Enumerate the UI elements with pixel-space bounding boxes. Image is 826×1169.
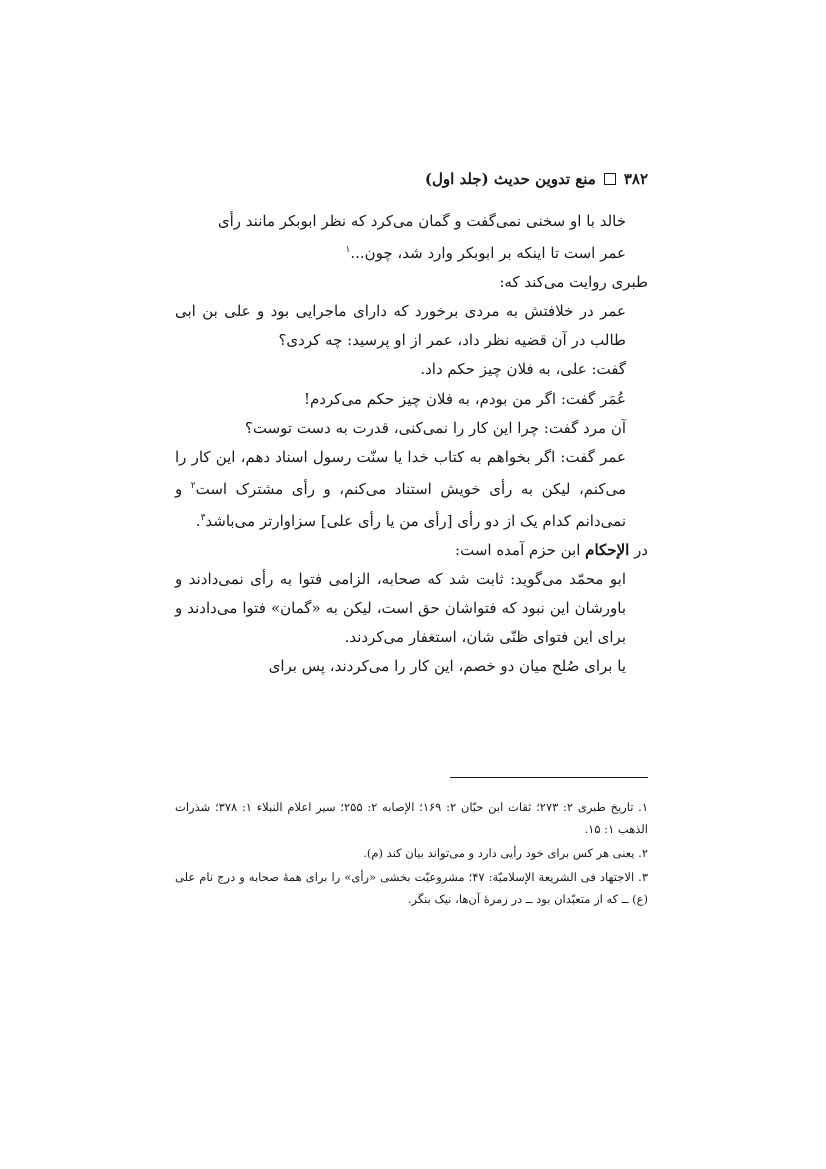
running-header: [425, 170, 648, 188]
book-title: منع تدوین حدیث (جلد اول): [424, 170, 596, 188]
paragraph: عمر گفت: اگر بخواهم به کتاب خدا یا سنّت رسول اسناد دهم، این کار را می‌کنم، لیکن به رأی خویش استناد می‌کنم، و رأی مشترک است$^۲$ و نمی‌دانم کدام یک از دو رأی [رأی من یا رأی علی] سزاوارتر می‌باشد$^۳$.: [175, 447, 626, 530]
text-line: خالد با او سخنی نمی‌گفت و گمان می‌کرد که نظر ابوبکر مانند رأی: [217, 212, 626, 230]
footnote-divider: [450, 777, 648, 778]
paragraph: [175, 207, 648, 268]
square-bullet-icon: [604, 173, 616, 185]
paragraph: گفت: علی، به فلان چیز حکم داد.: [420, 360, 626, 379]
paragraph: [175, 536, 648, 565]
paragraph: طبری روایت می‌کند که:: [499, 273, 648, 292]
text-line: عمر است تا اینکه بر ابوبکر وارد شد، چون...: [350, 244, 626, 263]
page-number: ۳۸۲: [623, 170, 648, 188]
footnote-ref: ۲: [190, 480, 196, 491]
footnotes: [175, 796, 648, 912]
footnote-ref: ۱: [345, 245, 351, 256]
text-span: و نمی‌دانم کدام یک از دو رأی [رأی من یا رأی علی] سزاوارتر می‌باشد: [175, 479, 626, 530]
footnote: ۲. یعنی هر کس برای خود رأیی دارد و می‌تواند بیان کند (م).: [363, 846, 648, 860]
paragraph: عمر در خلافتش به مردی برخورد که دارای ماجرایی بود و علی بن ابی طالب در آن قضیه نظر داد، عمر از او پرسید: چه کردی؟: [175, 302, 626, 350]
book-name: الإحکام: [585, 541, 630, 560]
text-span: در: [629, 541, 648, 560]
paragraph: آن مرد گفت: چرا این کار را نمی‌کنی، قدرت به دست توست؟: [244, 418, 626, 437]
footnote: ۳. الاجتهاد فی الشریعة الإسلامیّة: ۴۷؛ مشروعیّت بخشی «رأی» را برای همهٔ صحابه و درج نام علی (ع) ــ که از متعبّدان بود ــ در زمرهٔ آن‌ها، نیک بنگر.: [175, 870, 648, 906]
main-text: [175, 207, 648, 682]
paragraph: ابو محمّد می‌گوید: ثابت شد که صحابه، الزامی فتوا به رأی نمی‌دادند و باورشان این نبود که فتواشان حق است، لیکن به «گمان» فتوا می‌دادند و برای این فتوای ظنّی شان، استغفار می‌کردند.: [175, 570, 626, 647]
footnote-ref: ۳: [200, 512, 206, 523]
footnote: ۱. تاریخ طبری ۲: ۲۷۳؛ ثقات ابن حبّان ۲: ۱۶۹؛ الإصابه ۲: ۲۵۵؛ سیر اعلام النبلاء ۱: ۳۷۸؛ شذرات الذهب ۱: ۱۵.: [175, 800, 648, 836]
paragraph: یا برای صُلح میان دو خصم، این کار را می‌کردند، پس برای: [268, 657, 626, 676]
text-span: ابن حزم آمده است:: [455, 541, 586, 560]
text-span: عمر گفت: اگر بخواهم به کتاب خدا یا سنّت رسول اسناد دهم، این کار را می‌کنم، لیکن به رأی خویش استناد می‌کنم، و رأی مشترک است: [175, 447, 626, 498]
paragraph: عُمَر گفت: اگر من بودم، به فلان چیز حکم می‌کردم!: [303, 389, 626, 408]
